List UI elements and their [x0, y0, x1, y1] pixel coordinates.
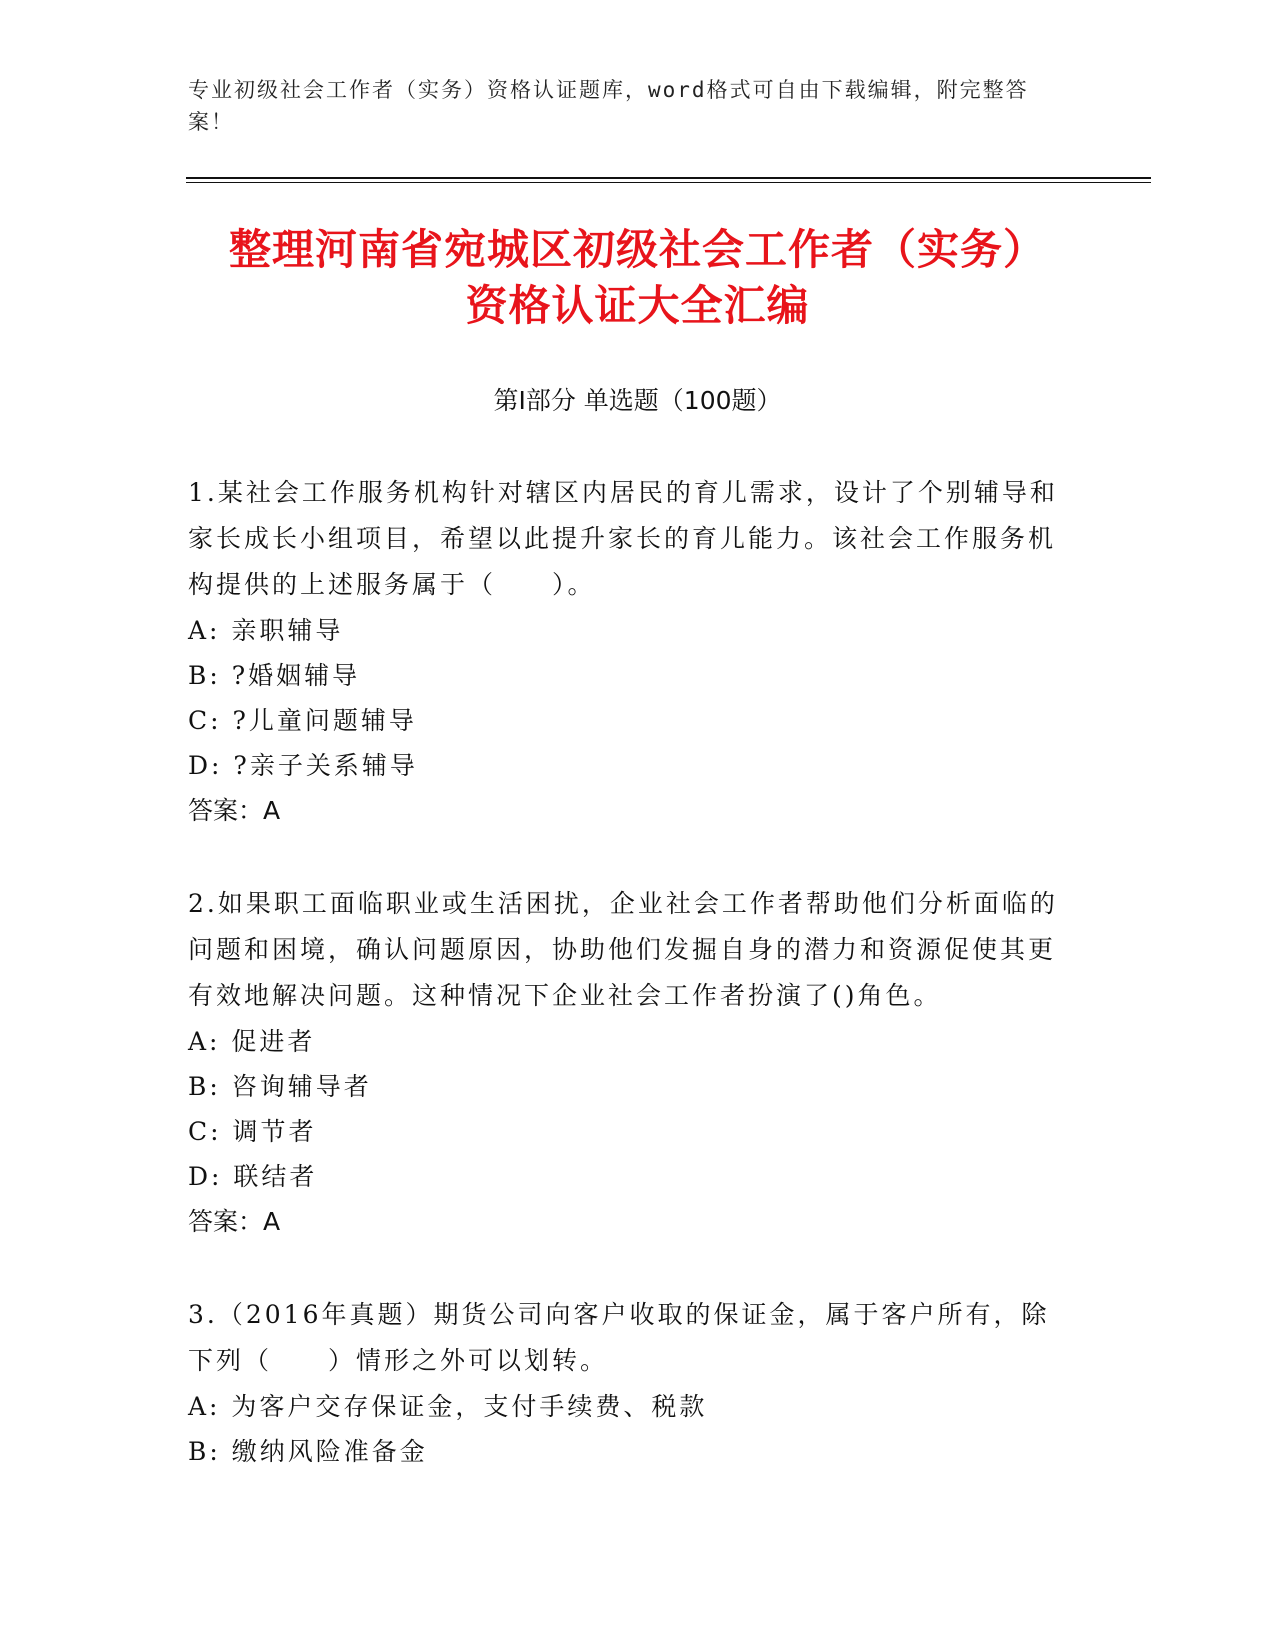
option-c: C: 调节者 [188, 1117, 317, 1146]
question-stem: 1.某社会工作服务机构针对辖区内居民的育儿需求，设计了个别辅导和家长成长小组项目，希望以此提升家长的育儿能力。该社会工作服务机构提供的上述服务属于（ ）。 [188, 478, 1058, 599]
option-a: A: 为客户交存保证金，支付手续费、税款 [188, 1392, 708, 1421]
option-a: A: 促进者 [188, 1027, 316, 1056]
question-stem: 3.（2016年真题）期货公司向客户收取的保证金，属于客户所有，除下列（ ）情形之外可以划转。 [188, 1300, 1050, 1375]
question-list [188, 470, 1058, 1522]
option-a: A: 亲职辅导 [188, 616, 344, 645]
header-divider-thick [186, 177, 1151, 179]
option-d: D: 联结者 [188, 1162, 318, 1191]
option-b: B: ?婚姻辅导 [188, 661, 361, 690]
answer-line: 答案：A [188, 1207, 281, 1236]
option-b: B: 咨询辅导者 [188, 1072, 372, 1101]
document-title-line-1: 整理河南省宛城区初级社会工作者（实务） [228, 225, 1046, 274]
option-b: B: 缴纳风险准备金 [188, 1437, 428, 1466]
document-title-line-2: 资格认证大全汇编 [465, 281, 810, 330]
option-c: C: ?儿童问题辅导 [188, 706, 417, 735]
question-1 [188, 470, 1058, 833]
question-2 [188, 881, 1058, 1244]
header-note: 专业初级社会工作者（实务）资格认证题库，word格式可自由下载编辑，附完整答案！ [188, 78, 1029, 134]
answer-line: 答案：A [188, 796, 281, 825]
header-divider-thin [186, 182, 1151, 183]
question-stem: 2.如果职工面临职业或生活困扰，企业社会工作者帮助他们分析面临的问题和困境，确认问题原因，协助他们发掘自身的潜力和资源促使其更有效地解决问题。这种情况下企业社会工作者扮演了()角色。 [188, 889, 1058, 1010]
section-title: 第I部分 单选题（100题） [493, 386, 782, 415]
option-d: D: ?亲子关系辅导 [188, 751, 418, 780]
question-3 [188, 1292, 1058, 1474]
document-title [150, 222, 1125, 334]
